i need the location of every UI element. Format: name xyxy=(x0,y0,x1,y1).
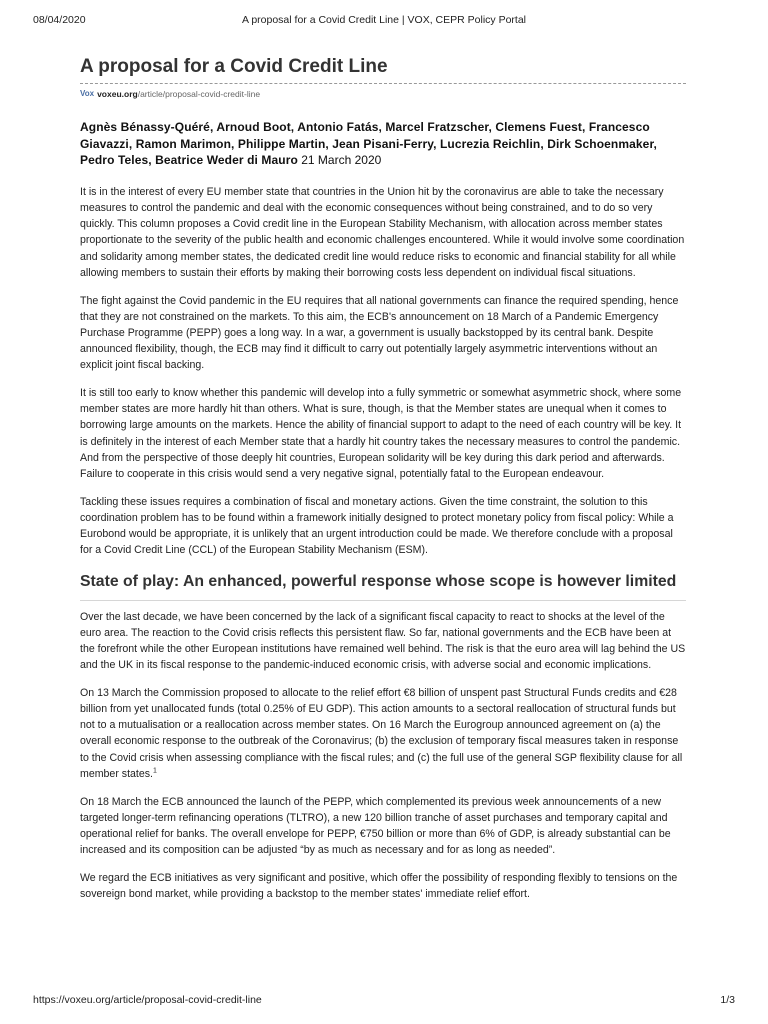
article-source[interactable] xyxy=(80,87,686,101)
paragraph: We regard the ECB initiatives as very significant and positive, which offer the possibility of responding flexibly to tensions on the sovereign bond market, while providing a backstop to the member states' immediate relief effort. xyxy=(80,871,678,901)
section-body xyxy=(80,609,686,903)
section-heading: State of play: An enhanced, powerful response whose scope is however limited xyxy=(80,571,686,601)
page-number: 1/3 xyxy=(720,994,735,1006)
paragraph: Over the last decade, we have been concerned by the lack of a significant fiscal capacity to react to shocks at the level of the euro area. The reaction to the Covid crisis reflects this persistent flaw. So far, national governments and the ECB have been at the forefront while the other European institutions have remained well behind. The risk is that the euro area will lag behind the US and the UK in its fiscal response to the pandemic-induced economic crisis, with adverse social and economic implications. xyxy=(80,610,686,672)
paragraph-text: On 13 March the Commission proposed to allocate to the relief effort €8 billion of unspent past Structural Funds credits and €28 billion from yet unallocated funds (total 0.25% of EU GDP). This action amounts to a sectoral reallocation of structural funds but not to a mutualisation or a reallocation across member states. On 16 March the Eurogroup announced agreement on (a) the overall economic response to the outbreak of the Coronavirus; (b) the exclusion of temporary fiscal measures taken in response to the Covid crisis when assessing compliance with the fiscal rules; and (c) the full use of the general SGP flexibility clause for all member states. xyxy=(80,686,683,780)
print-url: https://voxeu.org/article/proposal-covid-credit-line xyxy=(33,994,262,1006)
print-header xyxy=(33,14,735,28)
source-domain[interactable]: voxeu.org xyxy=(97,89,138,99)
print-page-title: A proposal for a Covid Credit Line | VOX, CEPR Policy Portal xyxy=(241,14,527,26)
paragraph: On 18 March the ECB announced the launch of the PEPP, which complemented its previous week announcements of a new targeted longer-term refinancing operations (TLTRO), a new 120 billion tranche of asset purchases and temporary capital and operational relief for banks. The overall envelope for PEPP, €750 billion or more than 6% of GDP, is already substantial can be increased and its composition can be adjusted “by as much as necessary and for as long as needed”. xyxy=(80,795,671,857)
paragraph xyxy=(80,685,686,782)
paragraph: Tackling these issues requires a combination of fiscal and monetary actions. Given the time constraint, the solution to this coordination problem has to be found within a framework initially designed to protect monetary policy from fiscal policy: While a Eurobond would be appropriate, it is unlikely that an urgent introduction could be made. We therefore conclude with a proposal for a Covid Credit Line (CCL) of the European Stability Mechanism (ESM). xyxy=(80,495,674,557)
paragraph: The fight against the Covid pandemic in the EU requires that all national governments can finance the required spending, hence that they are not constrained on the markets. To this aim, the ECB's announcement on 18 March of a Pandemic Emergency Purchase Programme (PEPP) goes a long way. In a war, a government is usually backstopped by its central bank. Despite announced flexibility, though, the ECB may find it difficult to carry out potentially largely asymmetric interventions without an explicit joint fiscal backing. xyxy=(80,294,679,372)
author-list[interactable]: Agnès Bénassy-Quéré, Arnoud Boot, Antonio Fatás, Marcel Fratzscher, Clemens Fuest, Francesco Giavazzi, Ramon Marimon, Philippe Martin, Jean Pisani-Ferry, Lucrezia Reichlin, Dirk Schoenmaker, Pedro Teles, Beatrice Weder di Mauro xyxy=(80,120,657,168)
article-intro xyxy=(80,184,686,559)
publish-date: 21 March 2020 xyxy=(301,153,382,168)
article xyxy=(80,54,686,902)
footnote-link[interactable]: 1 xyxy=(153,767,157,775)
source-path[interactable]: /article/proposal-covid-credit-line xyxy=(137,89,261,99)
article-byline xyxy=(80,119,686,169)
print-date: 08/04/2020 xyxy=(33,14,86,26)
article-title: A proposal for a Covid Credit Line xyxy=(80,54,686,84)
paragraph: It is in the interest of every EU member state that countries in the Union hit by the coronavirus are able to take the necessary measures to control the pandemic and deal with the economic consequences without being constrained, and to do so very quickly. This column proposes a Covid credit line in the European Stability Mechanism, with allocation across member states proportionate to the severity of the public health and economic challenges encountered. While it would involve some coordination and solidarity among member states, the dedicated credit line would reduce risks to economic and financial stability for all while allowing members to sustain their efforts by making their borrowing costs less dependent on individual fiscal situations. xyxy=(80,185,685,279)
paragraph: It is still too early to know whether this pandemic will develop into a fully symmetric or somewhat asymmetric shock, where some member states are more hardly hit than others. What is sure, though, is that the Member states are unequal when it comes to borrowing large amounts on the markets. Hence the ability of financial support to adapt to the need of each country will be key. It is definitely in the interest of each Member state that a hardly hit country takes the necessary measures to control the pandemic. And from the perspective of those deeply hit countries, European solidarity will be key during this dark period and afterwards. Failure to cooperate in this crisis would send a very negative signal, potentially fatal to the European endeavour. xyxy=(80,387,682,481)
vox-logo-icon: Vox xyxy=(80,89,95,98)
